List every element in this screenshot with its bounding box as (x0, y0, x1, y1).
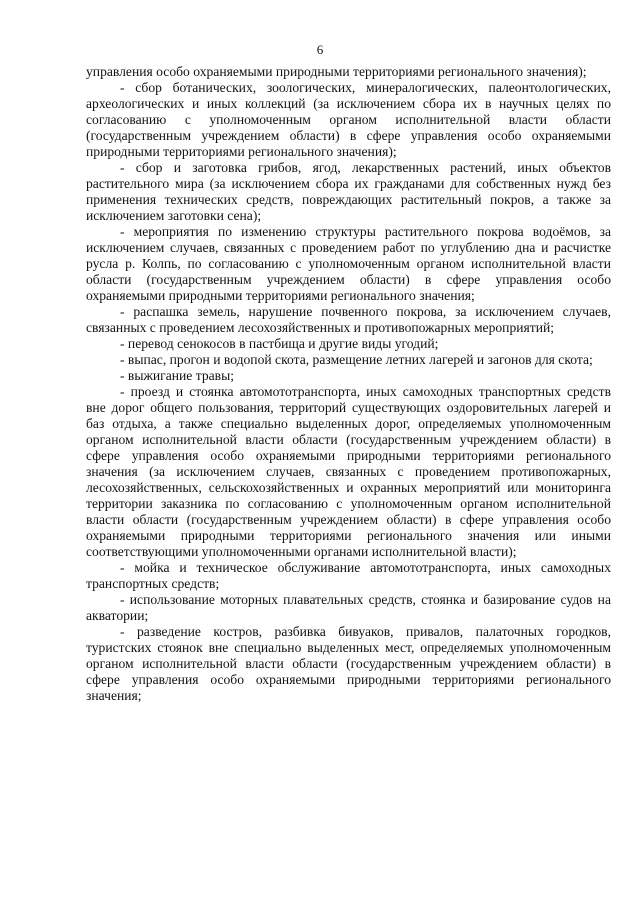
list-item-campfires: - разведение костров, разбивка бивуаков, привалов, палаточных городков, туристских стоянок вне специально выделенных мест, определяемых уполномоченным органом исполнительной власти области (государственным учреждением области) в сфере управления особо охраняемыми природными территориями регионального значения; (86, 624, 611, 703)
list-item-washing: - мойка и техническое обслуживание автомототранспорта, иных самоходных транспортных средств; (86, 560, 611, 591)
page-number: 6 (316, 42, 324, 57)
list-item-boats: - использование моторных плавательных средств, стоянка и базирование судов на акватории; (86, 592, 611, 623)
list-item-burning: - выжигание травы; (120, 368, 235, 383)
list-item-vegetation: - мероприятия по изменению структуры растительного покрова водоёмов, за исключением случаев, связанных с проведением работ по углублению дна и расчистке русла р. Колпь, по согласованию с уполномоченным органом исполнительной власти области (государственным учреждением области) в сфере управления особо охраняемыми природными территориями регионального значения; (86, 224, 611, 303)
body-text (86, 64, 611, 704)
list-item-ploughing: - распашка земель, нарушение почвенного покрова, за исключением случаев, связанных с проведением лесохозяйственных и противопожарных мероприятий; (86, 304, 611, 335)
list-item-mushrooms: - сбор и заготовка грибов, ягод, лекарственных растений, иных объектов растительного мира (за исключением сбора их гражданами для собственных нужд без применения технических средств, повреждающих растительный покров, а также за исключением заготовки сена); (86, 160, 611, 223)
list-item-vehicles: - проезд и стоянка автомототранспорта, иных самоходных транспортных средств вне дорог общего пользования, территорий существующих оздоровительных лагерей и баз отдыха, а также специально выделенных дорог, определяемых уполномоченным органом исполнительной власти области (государственным учреждением области) в сфере управления особо охраняемыми природными территориями регионального значения (за исключением случаев, связанных с проведением противопожарных, лесохозяйственных, сельскохозяйственных и охранных мероприятий или мониторинга территории заказника по согласованию с уполномоченным органом исполнительной власти области (государственным учреждением области) в сфере управления особо охраняемыми природными территориями регионального значения или иными соответствующими уполномоченными органами исполнительной власти); (86, 384, 611, 559)
list-item-hayfields: - перевод сенокосов в пастбища и другие виды угодий; (120, 336, 439, 351)
paragraph-continuation: управления особо охраняемыми природными территориями регионального значения); (86, 64, 587, 79)
list-item-grazing: - выпас, прогон и водопой скота, размещение летних лагерей и загонов для скота; (120, 352, 593, 367)
list-item-collections: - сбор ботанических, зоологических, минералогических, палеонтологических, археологических и иных коллекций (за исключением сбора их в научных целях по согласованию с уполномоченным органом исполнительной власти области (государственным учреждением области) в сфере управления особо охраняемыми природными территориями регионального значения); (86, 80, 611, 159)
